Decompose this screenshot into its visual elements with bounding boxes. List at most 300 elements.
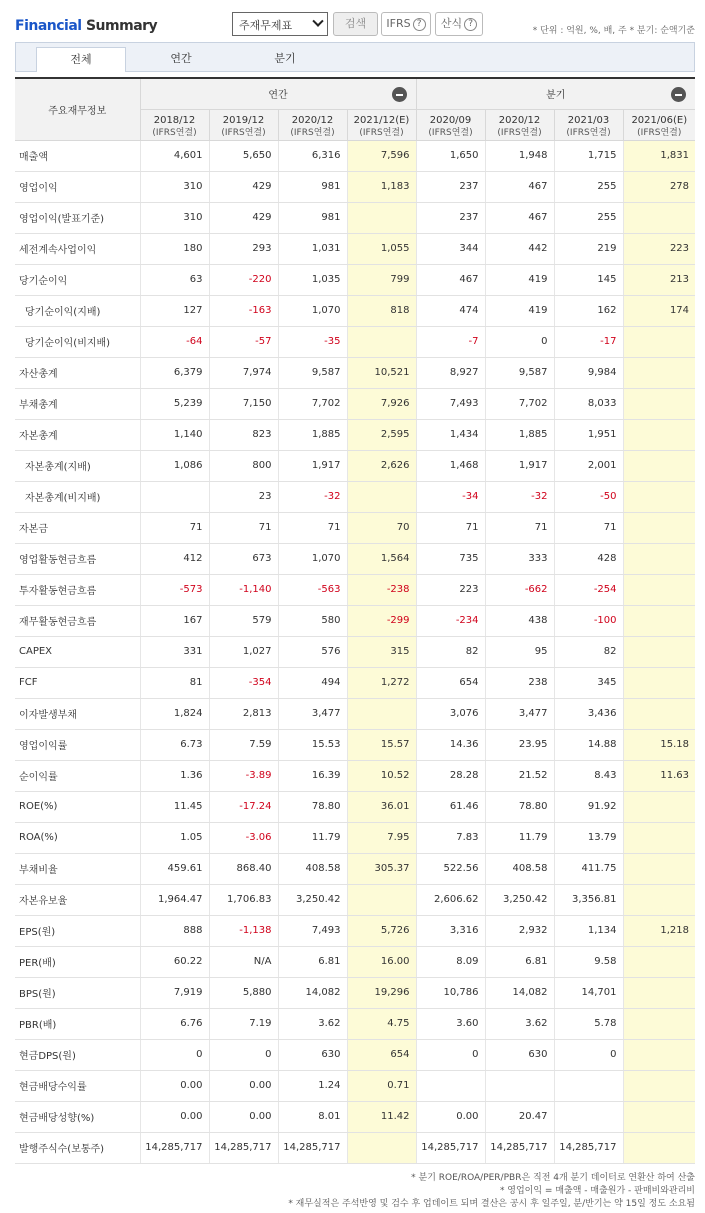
unit-note: * 단위 : 억원, %, 배, 주 * 분기: 순액기준 [532,26,695,36]
table-cell: 1,917 [485,450,554,481]
table-cell: 60.22 [140,946,209,977]
row-label: 발행주식수(보통주) [15,1132,140,1163]
table-cell: 981 [278,171,347,202]
table-cell: 888 [140,915,209,946]
period-header [623,109,695,140]
table-cell: 3,356.81 [554,884,623,915]
table-cell: 1,218 [623,915,695,946]
table-cell: -32 [278,481,347,512]
row-label: 자본총계(지배) [15,450,140,481]
table-cell: 6.81 [485,946,554,977]
table-cell: 868.40 [209,853,278,884]
table-cell [623,450,695,481]
table-cell: 71 [485,512,554,543]
annual-group-label: 연간 [268,90,288,102]
table-cell: 255 [554,171,623,202]
table-cell: 11.63 [623,760,695,791]
table-cell: 9,984 [554,357,623,388]
period-basis: (IFRS연결) [359,127,404,138]
table-cell: 180 [140,233,209,264]
row-label: 재무활동현금흐름 [15,605,140,636]
table-cell: 7,150 [209,388,278,419]
table-cell: 15.57 [347,729,416,760]
table-cell: 474 [416,295,485,326]
table-cell: 8,033 [554,388,623,419]
chevron-down-icon [312,16,323,27]
table-cell: 2,932 [485,915,554,946]
footnotes [288,1172,695,1211]
table-cell: 0 [416,1039,485,1070]
table-cell: 14,285,717 [140,1132,209,1163]
table-cell: 408.58 [278,853,347,884]
table-row [15,884,695,915]
table-cell: 14,285,717 [278,1132,347,1163]
table-cell: 654 [347,1039,416,1070]
table-cell: -354 [209,667,278,698]
table-cell: 1.05 [140,822,209,853]
table-cell: -163 [209,295,278,326]
table-row [15,1008,695,1039]
table-cell: 10.52 [347,760,416,791]
table-cell: 630 [278,1039,347,1070]
table-cell: 331 [140,636,209,667]
table-cell: -254 [554,574,623,605]
table-row [15,574,695,605]
table-cell: 10,521 [347,357,416,388]
period-basis: (IFRS연결) [221,127,266,138]
question-icon: ? [464,18,477,31]
table-cell: 9.58 [554,946,623,977]
row-label: 당기순이익 [15,264,140,295]
row-label: 영업이익(발표기준) [15,202,140,233]
table-cell: 293 [209,233,278,264]
table-cell: 9,587 [485,357,554,388]
table-cell: 10,786 [416,977,485,1008]
period-basis: (IFRS연결) [428,127,473,138]
period-label: 2020/09 [429,114,472,126]
table-cell: 3,250.42 [485,884,554,915]
table-cell [623,853,695,884]
period-tabs [15,42,695,72]
table-cell: 1,027 [209,636,278,667]
table-cell [623,1070,695,1101]
table-cell: 1,951 [554,419,623,450]
table-cell: 0.71 [347,1070,416,1101]
table-cell: -1,140 [209,574,278,605]
table-cell: 8.09 [416,946,485,977]
table-cell [623,946,695,977]
table-cell: -234 [416,605,485,636]
table-cell: 5,726 [347,915,416,946]
row-label: 자본총계 [15,419,140,450]
table-cell: 654 [416,667,485,698]
table-cell: 522.56 [416,853,485,884]
table-cell: 3.62 [485,1008,554,1039]
table-cell: 1,070 [278,295,347,326]
table-row [15,605,695,636]
table-cell: 81 [140,667,209,698]
table-cell: -57 [209,326,278,357]
table-cell: 735 [416,543,485,574]
row-label: PER(배) [15,946,140,977]
table-cell: 1,434 [416,419,485,450]
row-label: 세전계속사업이익 [15,233,140,264]
table-cell: 1,086 [140,450,209,481]
table-cell: 4.75 [347,1008,416,1039]
table-cell: 310 [140,202,209,233]
table-row [15,419,695,450]
table-cell [623,1132,695,1163]
table-cell: -1,138 [209,915,278,946]
table-cell: 20.47 [485,1101,554,1132]
row-label: EPS(원) [15,915,140,946]
table-cell: 344 [416,233,485,264]
table-cell [623,667,695,698]
table-cell [416,1070,485,1101]
row-label: ROE(%) [15,791,140,822]
table-cell: 419 [485,264,554,295]
table-row [15,264,695,295]
title-financial: Financial [15,18,82,34]
table-cell: -238 [347,574,416,605]
table-cell: 82 [416,636,485,667]
table-cell: 0 [554,1039,623,1070]
table-row [15,140,695,171]
table-cell: -100 [554,605,623,636]
table-cell: 494 [278,667,347,698]
search-button[interactable]: 검색 [333,12,378,36]
table-cell: 412 [140,543,209,574]
collapse-quarter-icon[interactable] [671,87,686,102]
table-row [15,233,695,264]
table-cell: 7,493 [278,915,347,946]
table-cell: -35 [278,326,347,357]
table-cell: 238 [485,667,554,698]
table-cell [623,1008,695,1039]
table-cell [554,1070,623,1101]
table-row [15,791,695,822]
row-label: 부채총계 [15,388,140,419]
table-cell [623,543,695,574]
table-cell: 70 [347,512,416,543]
period-label: 2018/12 [153,114,196,126]
table-cell [623,419,695,450]
table-cell [623,636,695,667]
table-cell: 7,926 [347,388,416,419]
table-cell: 310 [140,171,209,202]
table-cell: 0 [485,326,554,357]
table-cell: -50 [554,481,623,512]
table-cell: 1,140 [140,419,209,450]
table-cell: 1.36 [140,760,209,791]
table-cell [623,698,695,729]
table-cell: 981 [278,202,347,233]
table-cell: 1,564 [347,543,416,574]
table-cell [347,202,416,233]
table-row [15,512,695,543]
table-cell: 237 [416,171,485,202]
period-basis: (IFRS연결) [637,127,682,138]
period-label: 2020/12 [498,114,541,126]
table-cell: 1,885 [278,419,347,450]
table-cell: 36.01 [347,791,416,822]
table-cell [623,1101,695,1132]
row-label: 순이익률 [15,760,140,791]
row-label: 이자발생부채 [15,698,140,729]
table-cell: 15.53 [278,729,347,760]
table-cell: 6.76 [140,1008,209,1039]
tab-all[interactable]: 전체 [36,47,126,72]
table-cell: 1,650 [416,140,485,171]
table-cell [623,822,695,853]
table-cell [623,791,695,822]
financial-summary-table [15,77,695,1164]
table-cell: 6,316 [278,140,347,171]
table-cell: 799 [347,264,416,295]
table-cell: 127 [140,295,209,326]
table-cell: 7.83 [416,822,485,853]
table-cell: 8.01 [278,1101,347,1132]
table-cell [623,605,695,636]
period-label: 2019/12 [222,114,265,126]
period-header [485,109,554,140]
period-basis: (IFRS연결) [290,127,335,138]
table-row [15,295,695,326]
table-cell: 2,606.62 [416,884,485,915]
tab-quarter[interactable]: 분기 [274,52,296,65]
question-icon: ? [413,18,426,31]
table-cell: 11.45 [140,791,209,822]
table-cell: 1,831 [623,140,695,171]
table-cell: 278 [623,171,695,202]
ifrs-label: IFRS [386,17,411,30]
table-row [15,915,695,946]
row-label: 투자활동현금흐름 [15,574,140,605]
footnote-3: * 재무실적은 주석반영 및 검수 후 업데이트 되며 결산은 공시 후 일주일, 분/반기는 약 15일 정도 소요됨 [288,1199,695,1209]
ifrs-help-button[interactable] [381,12,431,36]
quarter-group-header [416,78,695,109]
table-cell: 21.52 [485,760,554,791]
table-cell: 11.79 [485,822,554,853]
table-cell: 1,055 [347,233,416,264]
table-cell [623,512,695,543]
table-cell: 1,272 [347,667,416,698]
table-cell [623,574,695,605]
period-label: 2021/12(E) [353,114,410,126]
table-cell: 237 [416,202,485,233]
table-cell: 0.00 [209,1101,278,1132]
table-cell: 3.62 [278,1008,347,1039]
table-cell: 7,974 [209,357,278,388]
table-cell [347,884,416,915]
row-label: 매출액 [15,140,140,171]
row-label: 현금DPS(원) [15,1039,140,1070]
table-cell: -64 [140,326,209,357]
table-cell: 5,880 [209,977,278,1008]
table-cell: 145 [554,264,623,295]
table-cell: -17.24 [209,791,278,822]
table-cell: 1,715 [554,140,623,171]
row-header-label: 주요재무정보 [15,78,140,140]
collapse-annual-icon[interactable] [392,87,407,102]
table-cell: 3,436 [554,698,623,729]
table-cell [347,698,416,729]
table-cell: 3.60 [416,1008,485,1039]
period-label: 2020/12 [291,114,334,126]
table-cell: -17 [554,326,623,357]
tab-annual[interactable]: 연간 [170,52,192,65]
table-cell: 7.59 [209,729,278,760]
table-cell: 673 [209,543,278,574]
table-cell: 345 [554,667,623,698]
table-cell: 2,001 [554,450,623,481]
table-cell: 2,813 [209,698,278,729]
table-cell: -563 [278,574,347,605]
table-cell: 13.79 [554,822,623,853]
table-cell: 5,239 [140,388,209,419]
table-cell: 16.39 [278,760,347,791]
table-cell: 11.79 [278,822,347,853]
row-label: 자본금 [15,512,140,543]
table-row [15,1070,695,1101]
table-cell: 91.92 [554,791,623,822]
table-cell: 1,134 [554,915,623,946]
title-summary: Summary [85,18,158,34]
table-cell [623,357,695,388]
row-label: 부채비율 [15,853,140,884]
table-cell: 1,948 [485,140,554,171]
table-cell [623,481,695,512]
table-cell: 1,031 [278,233,347,264]
table-row [15,357,695,388]
formula-label: 산식 [440,17,463,30]
row-label: 자산총계 [15,357,140,388]
table-cell: 1,035 [278,264,347,295]
table-row [15,760,695,791]
table-cell: 2,595 [347,419,416,450]
page-header [15,10,695,40]
table-cell: 467 [416,264,485,295]
statement-type-value: 주재무제표 [239,19,293,32]
row-label: 자본유보율 [15,884,140,915]
period-label: 2021/06(E) [631,114,688,126]
table-cell: 467 [485,171,554,202]
table-cell: 408.58 [485,853,554,884]
table-cell: 71 [416,512,485,543]
table-cell: 0.00 [140,1101,209,1132]
table-cell: 71 [209,512,278,543]
table-cell: 3,250.42 [278,884,347,915]
table-cell: 14,285,717 [416,1132,485,1163]
table-cell: 223 [416,574,485,605]
table-row [15,326,695,357]
table-cell: 3,477 [278,698,347,729]
table-cell: 223 [623,233,695,264]
table-cell: 1,824 [140,698,209,729]
table-cell: 9,587 [278,357,347,388]
table-row [15,946,695,977]
row-label: 당기순이익(지배) [15,295,140,326]
table-cell: 579 [209,605,278,636]
table-cell: -7 [416,326,485,357]
table-cell: N/A [209,946,278,977]
table-cell: 14.88 [554,729,623,760]
period-header [140,109,209,140]
table-cell: 7,919 [140,977,209,1008]
table-cell: -3.06 [209,822,278,853]
row-label: CAPEX [15,636,140,667]
table-cell: 19,296 [347,977,416,1008]
table-cell: 174 [623,295,695,326]
row-label: FCF [15,667,140,698]
table-cell: 419 [485,295,554,326]
table-cell: 71 [278,512,347,543]
table-cell [347,481,416,512]
table-row [15,853,695,884]
table-cell: 162 [554,295,623,326]
table-cell: 429 [209,202,278,233]
table-cell [485,1070,554,1101]
table-row [15,450,695,481]
quarter-group-label: 분기 [546,90,566,102]
table-cell: -662 [485,574,554,605]
table-cell: 78.80 [278,791,347,822]
table-cell: 14,285,717 [485,1132,554,1163]
table-cell: 411.75 [554,853,623,884]
table-cell: 800 [209,450,278,481]
table-body [15,140,695,1163]
table-cell: 219 [554,233,623,264]
table-cell: 95 [485,636,554,667]
page-title [15,18,157,34]
table-cell: 7.19 [209,1008,278,1039]
table-cell: 16.00 [347,946,416,977]
row-label: 영업활동현금흐름 [15,543,140,574]
table-row [15,822,695,853]
table-cell: 467 [485,202,554,233]
formula-help-button[interactable] [435,12,483,36]
table-cell: 823 [209,419,278,450]
table-cell [623,326,695,357]
table-cell: 6.81 [278,946,347,977]
table-cell: 0 [140,1039,209,1070]
table-cell: 7.95 [347,822,416,853]
table-row [15,698,695,729]
table-cell: 459.61 [140,853,209,884]
table-cell: 82 [554,636,623,667]
table-row [15,202,695,233]
statement-type-select[interactable] [232,12,328,36]
table-row [15,388,695,419]
period-header [416,109,485,140]
table-cell [623,388,695,419]
table-cell: 0 [209,1039,278,1070]
table-row [15,977,695,1008]
table-cell [623,1039,695,1070]
table-cell: 576 [278,636,347,667]
table-cell: 442 [485,233,554,264]
table-cell: 1.24 [278,1070,347,1101]
row-label: BPS(원) [15,977,140,1008]
table-cell: -3.89 [209,760,278,791]
table-row [15,667,695,698]
table-row [15,543,695,574]
row-label: 자본총계(비지배) [15,481,140,512]
period-header [347,109,416,140]
table-row [15,1039,695,1070]
table-cell: 428 [554,543,623,574]
table-cell [623,977,695,1008]
